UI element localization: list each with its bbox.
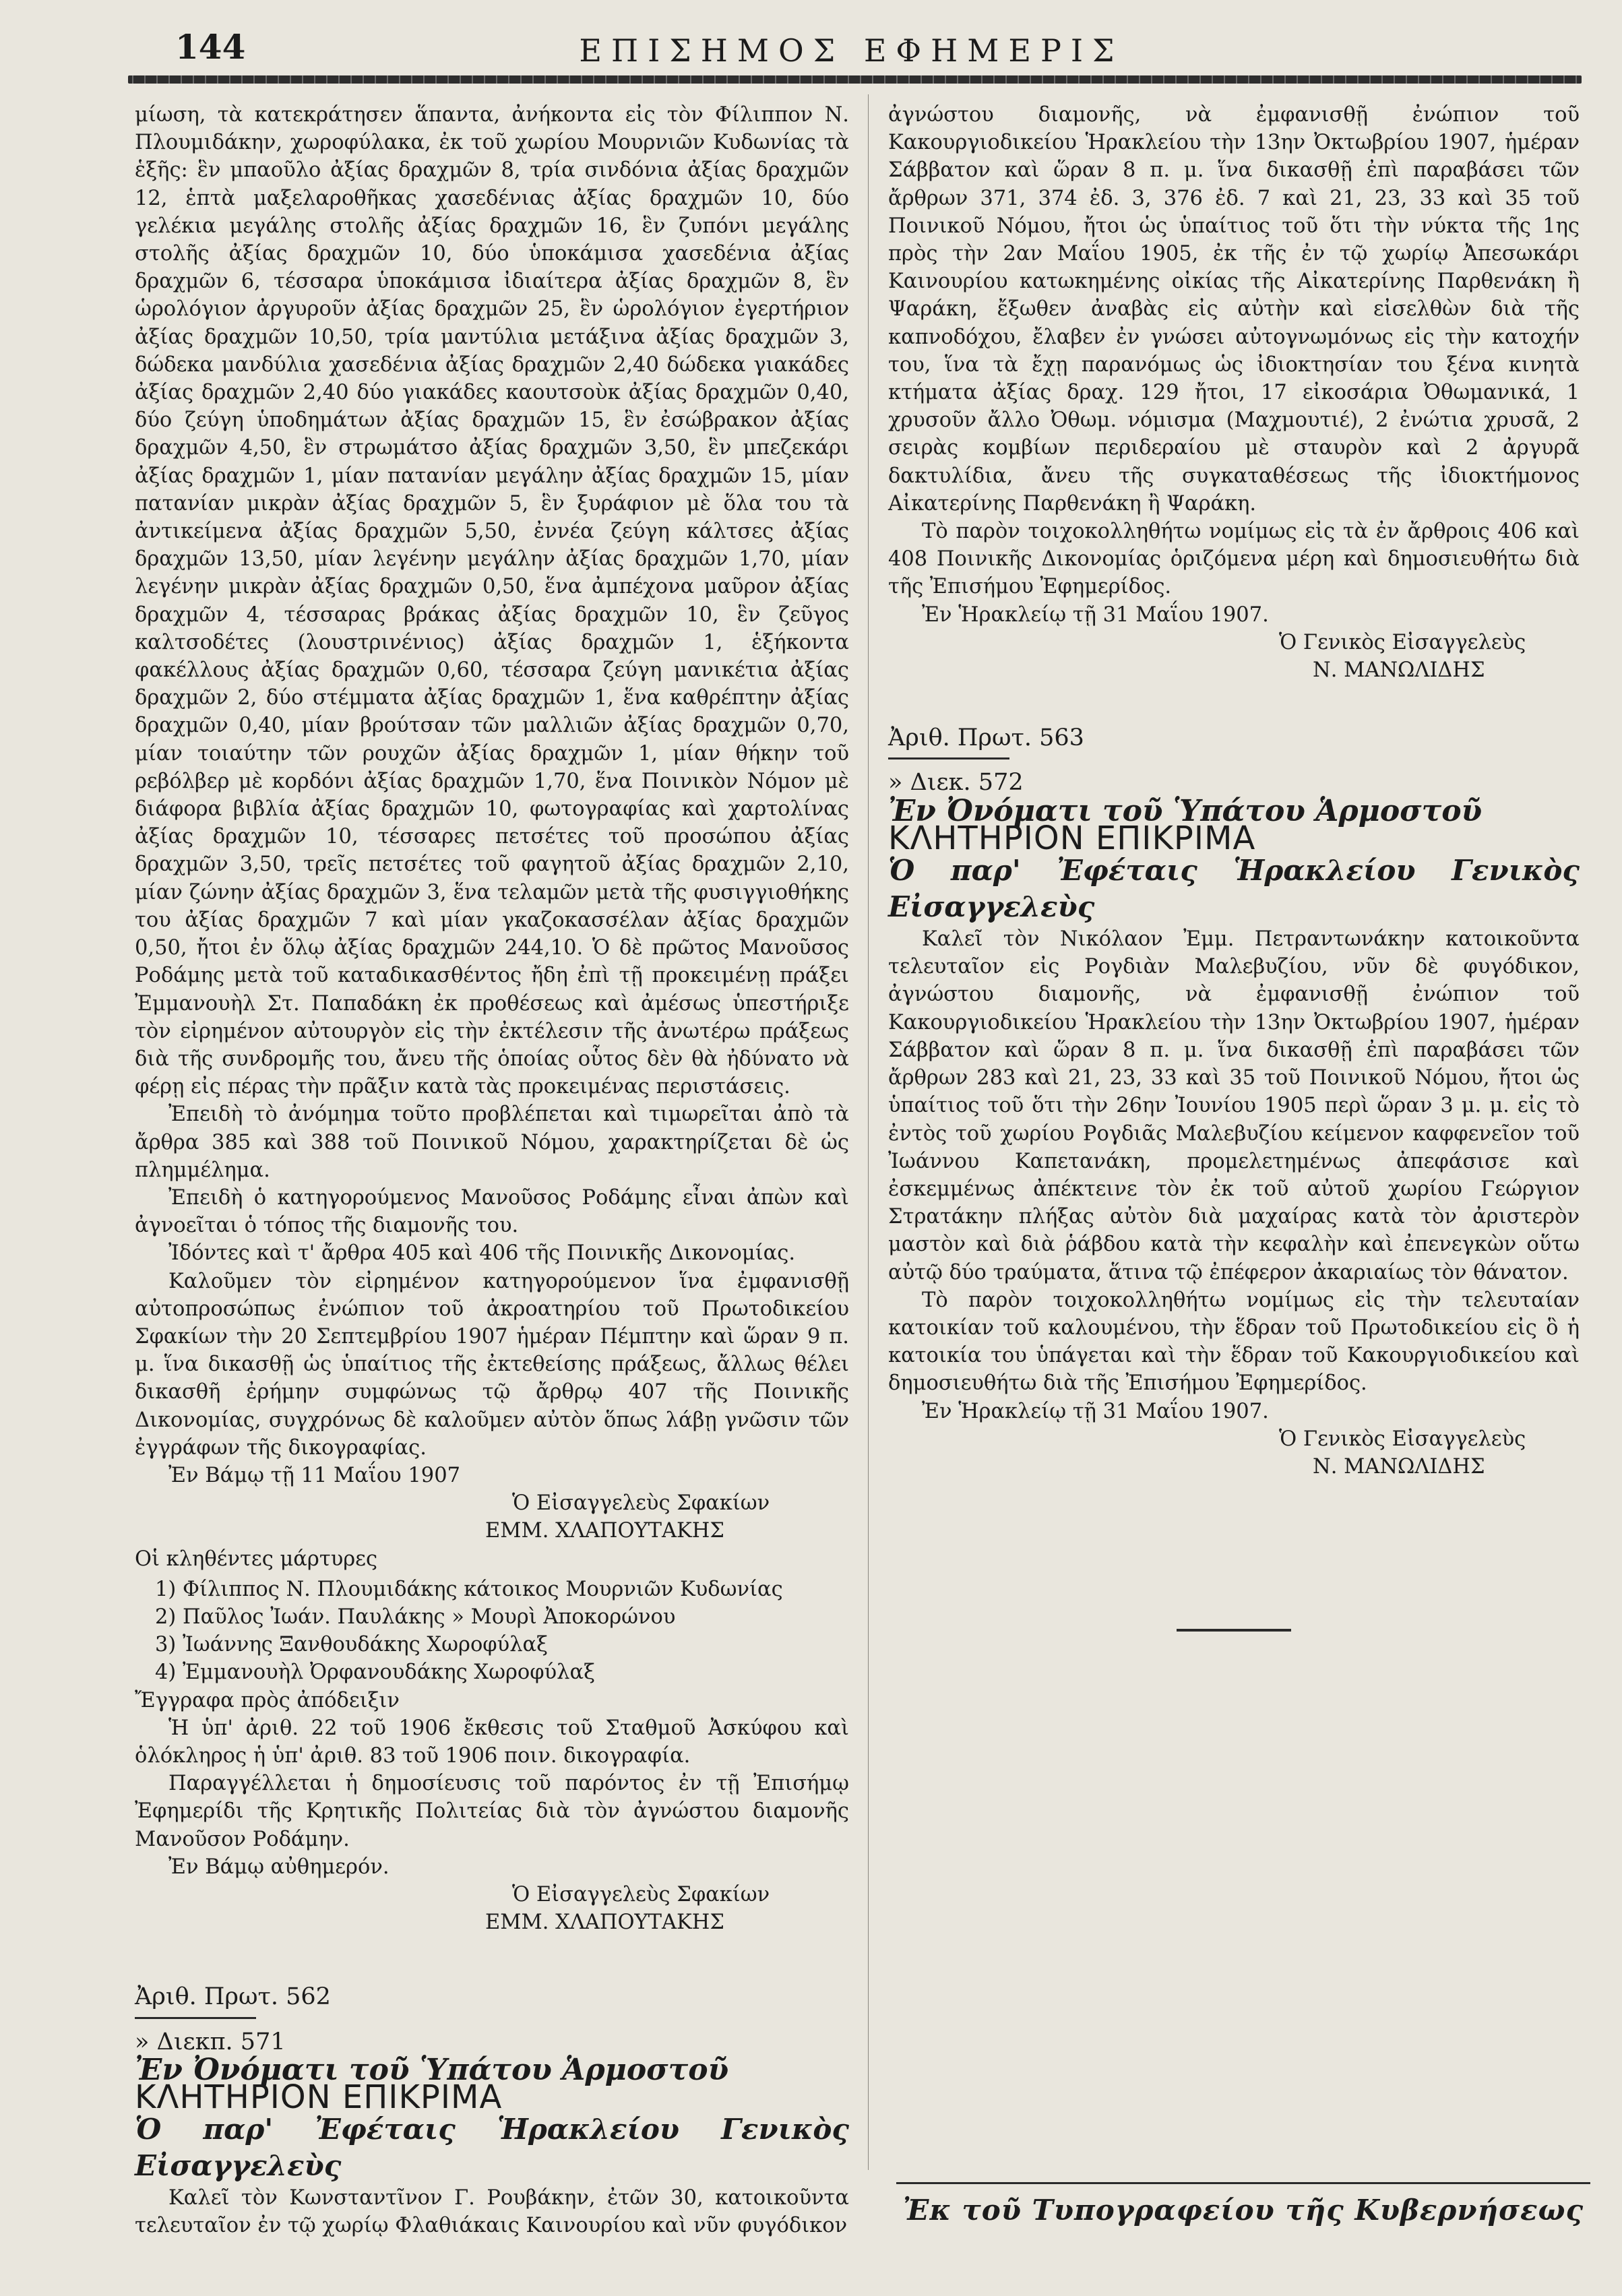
signature-name: ΕΜΜ. ΧΛΑΠΟΥΤΑΚΗΣ: [485, 1911, 724, 1935]
signature-title: Ὁ Εἰσαγγελεὺς Σφακίων: [512, 1883, 770, 1906]
ref-divider: [888, 757, 1009, 759]
witnesses-heading: Οἱ κληθέντες μάρτυρες: [135, 1547, 378, 1571]
page-header: [121, 27, 1582, 74]
place-date: Ἐν Βάμῳ αὐθημερόν.: [168, 1855, 389, 1879]
signature-name: Ν. ΜΑΝΩΛΙΔΗΣ: [1313, 658, 1485, 683]
header-rule: [128, 75, 1582, 84]
ref-divider: [135, 2017, 256, 2019]
place-date: Ἐν Ἡρακλείῳ τῇ 31 Μαΐου 1907.: [922, 602, 1269, 627]
signature-title: Ὁ Γενικὸς Εἰσαγγελεὺς: [1279, 630, 1526, 654]
block-title: ΚΛΗΤΗΡΙΟΝ ΕΠΙΚΡΙΜΑ: [135, 2078, 503, 2117]
paragraph: Ἰδόντες καὶ τ' ἄρθρα 405 καὶ 406 τῆς Ποινικῆς Δικονομίας.: [168, 1241, 796, 1266]
list-item: 3) Ἰωάννης Ξανθουδάκης Χωροφύλαξ: [155, 1633, 548, 1657]
place-date: Ἐν Βάμῳ τῇ 11 Μαΐου 1907: [168, 1463, 461, 1487]
paragraph: Ἐπειδὴ τὸ ἀνόμημα τοῦτο προβλέπεται καὶ τιμωρεῖται ἀπὸ τὰ ἄρθρα 385 καὶ 388 τοῦ Ποινικοῦ Νόμου, χαρακτηρίζεται δὲ ὡς πλημμέλημα.: [135, 1103, 849, 1182]
left-column: [135, 101, 849, 2240]
footer-rule: [896, 2182, 1590, 2184]
block-subheading: Ὁ παρ' Ἐφέταις Ἡρακλείου Γενικὸς Εἰσαγγελεὺς: [888, 854, 1580, 924]
gazette-title: ΕΠΙΣΗΜΟΣ ΕΦΗΜΕΡΙΣ: [579, 32, 1124, 69]
witness-list: [155, 1576, 849, 1687]
paragraph: Παραγγέλλεται ἡ δημοσίευσις τοῦ παρόντος ἐν τῇ Ἐπισήμῳ Ἐφημερίδι τῆς Κρητικῆς Πολιτείας διὰ τὸν ἀγνώστου διαμονῆς Μανοῦσον Ροδάμην.: [135, 1772, 849, 1851]
block-heading: Ἐν Ὀνόματι τοῦ Ὑπάτου Ἁρμοστοῦ: [888, 793, 1483, 828]
paragraph: Τὸ παρὸν τοιχοκολληθήτω νομίμως εἰς τὴν τελευταίαν κατοικίαν τοῦ καλουμένου, τὴν ἕδραν τοῦ Πρωτοδικείου εἰς ὃ ἡ κατοικία του ὑπάγεται καὶ τὴν ἕδραν τοῦ Κακουργιοδικείου καὶ δημοσιευθήτω διὰ τῆς Ἐπισήμου Ἐφημερίδος.: [888, 1288, 1580, 1396]
page-number: 144: [175, 27, 246, 67]
list-item: 1) Φίλιππος Ν. Πλουμιδάκης κάτοικος Μουρνιῶν Κυδωνίας: [155, 1577, 783, 1601]
signature-name: Ν. ΜΑΝΩΛΙΔΗΣ: [1313, 1454, 1485, 1479]
place-date: Ἐν Ἡρακλείῳ τῇ 31 Μαΐου 1907.: [922, 1399, 1269, 1423]
list-item: 2) Παῦλος Ἰωάν. Παυλάκης » Μουρὶ Ἀποκορώνου: [155, 1605, 676, 1629]
signature-name: ΕΜΜ. ΧΛΑΠΟΥΤΑΚΗΣ: [485, 1519, 724, 1543]
right-column: [888, 101, 1580, 1632]
dispatch-number: » Διεκ. 572: [888, 769, 1024, 797]
signature-title: Ὁ Γενικὸς Εἰσαγγελεὺς: [1279, 1427, 1526, 1451]
section-end-rule: [1177, 1629, 1291, 1632]
paragraph: Ἡ ὑπ' ἀριθ. 22 τοῦ 1906 ἔκθεσις τοῦ Σταθμοῦ Ἀσκύφου καὶ ὁλόκληρος ἡ ὑπ' ἀριθ. 83 τοῦ 1906 ποιν. δικογραφία.: [135, 1716, 849, 1768]
block-heading: Ἐν Ὀνόματι τοῦ Ὑπάτου Ἁρμοστοῦ: [135, 2052, 729, 2087]
protocol-number: Ἀριθ. Πρωτ. 562: [135, 1983, 331, 2011]
printer-imprint: Ἐκ τοῦ Τυπογραφείου τῆς Κυβερνήσεως: [902, 2194, 1584, 2227]
protocol-number: Ἀριθ. Πρωτ. 563: [888, 724, 1084, 752]
paragraph: Καλεῖ τὸν Κωνσταντῖνον Γ. Ρουβάκην, ἐτῶν 30, κατοικοῦντα τελευταῖον ἐν τῷ χωρίῳ Φλαθιάκαις Καινουρίου καὶ νῦν φυγόδικον: [135, 2186, 849, 2238]
paragraph: Καλεῖ τὸν Νικόλαον Ἐμμ. Πετραντωνάκην κατοικοῦντα τελευταῖον εἰς Ρογδιὰν Μαλεβυζίου, νῦν δὲ φυγόδικον, ἀγνώστου διαμονῆς, νὰ ἐμφανισθῇ ἐνώπιον τοῦ Κακουργιοδικείου Ἡρακλείου τὴν 13ην Ὀκτωβρίου 1907, ἡμέραν Σάββατον καὶ ὥραν 8 π. μ. ἵνα δικασθῇ ἐπὶ παραβάσει τῶν ἄρθρων 283 καὶ 21, 23, 33 καὶ 35 τοῦ Ποινικοῦ Νόμου, ἤτοι ὡς ὑπαίτιος τοῦ ὅτι τὴν 26ην Ἰουνίου 1905 περὶ ὥραν 3 μ. μ. εἰς τὸ ἐντὸς τοῦ χωρίου Ρογδιᾶς Μαλεβυζίου κείμενον καφφενεῖον τοῦ Ἰωάννου Καπετανάκη, προμελετημένως ἀπεφάσισε καὶ ἐσκεμμένως ἀπέκτεινε τὸν ἐκ τοῦ αὐτοῦ χωρίου Γεώργιον Στρατάκην πλήξας αὐτὸν διὰ μαχαίρας κατὰ τὸν ἀριστερὸν μαστὸν καὶ διὰ ῥάβδου κατὰ τὴν κεφαλὴν καὶ ἐπενεγκὼν οὕτω αὐτῷ δύο τραύματα, ἅτινα τῷ ἐπέφερον ἀκαριαίως τὸν θάνατον.: [888, 927, 1580, 1284]
paragraph: Τὸ παρὸν τοιχοκολληθήτω νομίμως εἰς τὰ ἐν ἄρθροις 406 καὶ 408 Ποινικῆς Δικονομίας ὁριζόμενα μέρη καὶ δημοσιευθήτω διὰ τῆς Ἐπισήμου Ἐφημερίδος.: [888, 520, 1580, 599]
block-subheading: Ὁ παρ' Ἐφέταις Ἡρακλείου Γενικὸς Εἰσαγγελεὺς: [135, 2113, 849, 2183]
paragraph: ἀγνώστου διαμονῆς, νὰ ἐμφανισθῇ ἐνώπιον τοῦ Κακουργιοδικείου Ἡρακλείου τὴν 13ην Ὀκτωβρίου 1907, ἡμέραν Σάββατον καὶ ὥραν 8 π. μ. ἵνα δικασθῇ ἐπὶ παραβάσει τῶν ἄρθρων 371, 374 ἐδ. 3, 376 ἐδ. 7 καὶ 21, 23, 33 καὶ 35 τοῦ Ποινικοῦ Νόμου, ἤτοι ὡς ὑπαίτιος τοῦ ὅτι τὴν νύκτα τῆς 1ης πρὸς τὴν 2αν Μαΐου 1905, ἐκ τῆς ἐν τῷ χωρίῳ Ἀπεσωκάρι Καινουρίου κατωκημένης οἰκίας τῆς Αἰκατερίνης Παρθενάκη ἢ Ψαράκη, ἔξωθεν ἀναβὰς εἰς αὐτὴν καὶ εἰσελθὼν διὰ τῆς καπνοδόχου, ἔλαβεν ἐν γνώσει αὐτογνωμόνως εἰς τὴν κατοχήν του, ἵνα τὰ ἔχῃ παρανόμως ὡς ἰδιοκτησίαν του ξένα κινητὰ κτήματα ἀξίας δραχ. 129 ἤτοι, 17 εἰκοσάρια Ὀθωμανικά, 1 χρυσοῦν ἄλλο Ὀθωμ. νόμισμα (Μαχμουτιέ), 2 ἐνώτια χρυσᾶ, 2 σειρὰς κομβίων περιδεραίου μὲ σταυρὸν καὶ 2 ἀργυρᾶ δακτυλίδια, ἄνευ τῆς συγκαταθέσεως τῆς ἰδιοκτήμονος Αἰκατερίνης Παρθενάκη ἢ Ψαράκη.: [888, 103, 1580, 516]
column-gutter: [868, 94, 869, 2170]
paragraph: μίωση, τὰ κατεκράτησεν ἅπαντα, ἀνήκοντα εἰς τὸν Φίλιππον Ν. Πλουμιδάκην, χωροφύλακα, ἐκ τοῦ χωρίου Μουρνιῶν Κυδωνίας τὰ ἑξῆς: ἓν μπαοῦλο ἀξίας δραχμῶν 8, τρία σινδόνια ἀξίας δραχμῶν 12, ἑπτὰ μαξελαροθῆκας χασεδένιας ἀξίας δραχμῶν 10, δύο γελέκια μεγάλης στολῆς ἀξίας δραχμῶν 16, ἓν ζυπόνι μεγάλης στολῆς ἀξίας δραχμῶν 10, δύο ὑποκάμισα χασεδένια ἀξίας δραχμῶν 6, τέσσαρα ὑποκάμισα ἰδιαίτερα ἀξίας δραχμῶν 8, ἓν ὡρολόγιον ἀργυροῦν ἀξίας δραχμῶν 25, ἓν ὡρολόγιον ἐγερτήριον ἀξίας δραχμῶν 10,50, τρία μαντύλια μετάξινα ἀξίας δραχμῶν 3, δώδεκα μανδύλια χασεδένια ἀξίας δραχμῶν 2,40 δώδεκα γιακάδες ἀξίας δραχμῶν 2,40 δύο γιακάδες καουτσοὺκ ἀξίας δραχμῶν 0,40, δύο ζεύγη ὑποδημάτων ἀξίας δραχμῶν 15, ἓν ἐσώβρακον ἀξίας δραχμῶν 4,50, ἓν στρωμάτσο ἀξίας δραχμῶν 3,50, ἓν μπεζεκάρι ἀξίας δραχμῶν 1, μίαν πατανίαν μεγάλην ἀξίας δραχμῶν 15, μίαν πατανίαν μικρὰν ἀξίας δραχμῶν 5, ἓν ξυράφιον μὲ ὅλα του τὰ ἀντικείμενα ἀξίας δραχμῶν 5,50, ἐννέα ζεύγη κάλτσες ἀξίας δραχμῶν 13,50, μίαν λεγένην μεγάλην ἀξίας δραχμῶν 1,70, μίαν λεγένην μικρὰν ἀξίας δραχμῶν 0,50, ἕνα ἀμπέχονα μαῦρον ἀξίας δραχμῶν 4, τέσσαρας βράκας ἀξίας δραχμῶν 10, ἓν ζεῦγος καλτσοδέτες (λουστρινένιος) ἀξίας δραχμῶν 1, ἑξήκοντα φακέλλους ἀξίας δραχμῶν 0,60, τέσσαρα ζεύγη μανικέτια ἀξίας δραχμῶν 2, δύο στέμματα ἀξίας δραχμῶν 1, ἕνα καθρέπτην ἀξίας δραχμῶν 0,40, μίαν βρούτσαν τῶν μαλλιῶν ἀξίας δραχμῶν 0,70, μίαν τοιαύτην τῶν ρουχῶν ἀξίας δραχμῶν 1, μίαν θήκην τοῦ ρεβόλβερ μὲ κορδόνι ἀξίας δραχμῶν 1,70, ἕνα Ποινικὸν Νόμον μὲ διάφορα βιβλία ἀξίας δραχμῶν 10, φωτογραφίας καὶ χαρτολίνας ἀξίας δραχμῶν 10, τέσσαρες πετσέτες τοῦ προσώπου ἀξίας δραχμῶν 3,50, τρεῖς πετσέτες τοῦ φαγητοῦ ἀξίας δραχμῶν 2,10, μίαν ζώνην ἀξίας δραχμῶν 3, ἕνα τελαμῶν μετὰ τῆς φυσιγγιοθήκης του ἀξίας δραχμῶν 7 καὶ μίαν γκαζοκασσέλαν ἀξίας δραχμῶν 0,50, ἤτοι ἐν ὅλῳ ἀξίας δραχμῶν 244,10. Ὁ δὲ πρῶτος Μανοῦσος Ροδάμης μετὰ τοῦ καταδικασθέντος ἤδη ἐπὶ τῇ προκειμένῃ πράξει Ἐμμανουὴλ Στ. Παπαδάκη ἐκ προθέσεως καὶ ἀμέσως ὑπεστήριξε τὸν εἰρημένον αὐτουργὸν εἰς τὴν ἐκτέλεσιν τῆς ἀνωτέρω πράξεως διὰ τῆς συνδρομῆς του, ἄνευ τῆς ὁποίας οὗτος δὲν θὰ ἠδύνατο νὰ φέρῃ εἰς πέρας τὴν πρᾶξιν κατὰ τὰς προκειμένας περιστάσεις.: [135, 103, 849, 1099]
block-title: ΚΛΗΤΗΡΙΟΝ ΕΠΙΚΡΙΜΑ: [888, 819, 1256, 857]
list-item: 4) Ἐμμανουὴλ Ὀρφανουδάκης Χωροφύλαξ: [155, 1661, 595, 1685]
paragraph: Ἐπειδὴ ὁ κατηγορούμενος Μανοῦσος Ροδάμης εἶναι ἀπὼν καὶ ἀγνοεῖται ὁ τόπος τῆς διαμονῆς του.: [135, 1185, 849, 1238]
evidence-heading: Ἔγγραφα πρὸς ἀπόδειξιν: [135, 1688, 400, 1712]
signature-title: Ὁ Εἰσαγγελεὺς Σφακίων: [512, 1491, 770, 1516]
paragraph: Καλοῦμεν τὸν εἰρημένον κατηγορούμενον ἵνα ἐμφανισθῇ αὐτοπροσώπως ἐνώπιον τοῦ ἀκροατηρίου τοῦ Πρωτοδικείου Σφακίων τὴν 20 Σεπτεμβρίου 1907 ἡμέραν Πέμπτην καὶ ὥραν 9 π. μ. ἵνα δικασθῇ ὡς ὑπαίτιος τῆς ἐκτεθείσης πράξεως, ἄλλως θέλει δικασθῆ ἐρήμην συμφώνως τῷ ἄρθρῳ 407 τῆς Ποινικῆς Δικονομίας, συγχρόνως δὲ καλοῦμεν αὐτὸν ὅπως λάβῃ γνῶσιν τῶν ἐγγράφων τῆς δικογραφίας.: [135, 1269, 849, 1460]
dispatch-number: » Διεκπ. 571: [135, 2028, 286, 2055]
